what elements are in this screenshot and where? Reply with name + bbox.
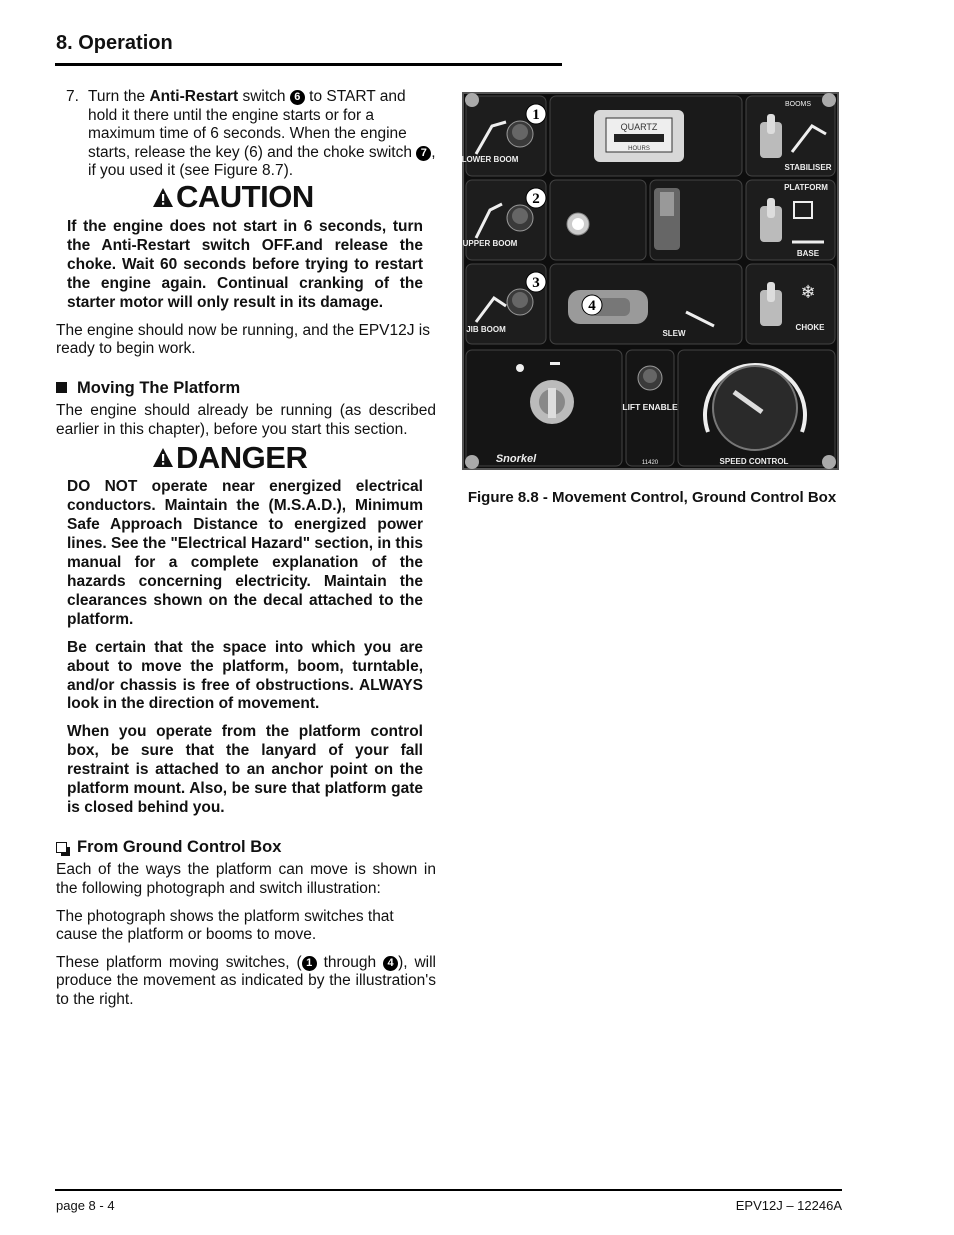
- danger-heading: DANGER: [152, 447, 436, 468]
- ground-text-1: Each of the ways the platform can move is shown in the following photograph and switch illustration:: [56, 861, 436, 898]
- ground-text-2: The photograph shows the platform switches that cause the platform or booms to move.: [56, 907, 394, 944]
- ground-heading: From Ground Control Box: [56, 838, 436, 857]
- footer-rule: [55, 1189, 842, 1191]
- choke-label: CHOKE: [795, 323, 825, 332]
- danger-text-2: Be certain that the space into which you are about to move the platform, boom, turntable, and/or chassis is free of obstructions. ALWAYS look in the direction of movement.: [67, 638, 423, 713]
- checkbox-bullet-icon: [56, 842, 67, 853]
- lower-boom-label: LOWER BOOM: [462, 155, 519, 164]
- callout-2: 2: [532, 191, 540, 207]
- lift-enable-label: LIFT ENABLE: [622, 402, 678, 412]
- base-label: BASE: [796, 249, 820, 258]
- page-number: page 8 - 4: [56, 1198, 115, 1213]
- platform-label: PLATFORM: [784, 183, 828, 192]
- figure-caption: Figure 8.8 - Movement Control, Ground Control Box: [467, 489, 837, 506]
- warning-triangle-icon: [152, 187, 174, 208]
- brand-label: Snorkel: [495, 453, 537, 465]
- booms-label: BOOMS: [784, 101, 812, 108]
- quartz-label: QUARTZ: [620, 122, 658, 132]
- step-number: 7.: [66, 88, 79, 105]
- left-column: [56, 88, 436, 1010]
- ref-4-badge: 4: [383, 956, 398, 971]
- jib-boom-label: JIB BOOM: [466, 325, 506, 334]
- callout-3: 3: [532, 275, 540, 291]
- code-label: 11420: [641, 460, 659, 466]
- moving-text: The engine should already be running (as described earlier in this chapter), before you start this section.: [56, 402, 436, 438]
- callout-4: 4: [588, 298, 596, 314]
- ref-7-badge: 7: [416, 146, 431, 161]
- svg-text:❄: ❄: [800, 282, 816, 303]
- speed-control-label: SPEED CONTROL: [719, 457, 789, 466]
- ref-1-badge: 1: [302, 956, 317, 971]
- document-id: EPV12J – 12246A: [735, 1198, 842, 1213]
- callout-1: 1: [532, 107, 540, 123]
- header-rule: [55, 63, 562, 66]
- step-7: 7. Turn the Anti-Restart switch 6 to START and hold it there until the engine starts or for a maximum time of 6 seconds. When the engine starts, release the key (6) and the choke switch 7 , if you used it (see Figure 8.7).: [66, 88, 436, 180]
- control-box-photo: [462, 92, 839, 470]
- hours-label: HOURS: [628, 146, 650, 152]
- ground-text-3: These platform moving switches, ( 1 through 4 ), will produce the movement as indicated by the illustration's to the right.: [56, 953, 436, 1009]
- caution-text: If the engine does not start in 6 seconds, turn the Anti-Restart switch OFF.and release the choke. Wait 60 seconds before trying to restart the engine again. Continual cranking of the starter motor will only result in its damage.: [67, 217, 423, 311]
- stabiliser-label: STABILISER: [784, 163, 832, 172]
- upper-boom-label: UPPER BOOM: [462, 239, 518, 248]
- warning-triangle-icon: [152, 447, 174, 468]
- moving-heading: Moving The Platform: [56, 379, 436, 398]
- ref-6-badge: 6: [290, 90, 305, 105]
- section-title: 8. Operation: [56, 32, 173, 54]
- square-bullet-icon: [56, 382, 67, 393]
- caution-heading: CAUTION: [152, 187, 436, 208]
- running-text: The engine should now be running, and the EPV12J is ready to begin work.: [56, 321, 430, 358]
- danger-text-3: When you operate from the platform control box, be sure that the lanyard of your fall restraint is attached to an anchor point on the platform mount. Also, be sure that platform gate is closed behind you.: [67, 723, 423, 816]
- slew-label: SLEW: [662, 329, 686, 338]
- danger-text-1: DO NOT operate near energized electrical conductors. Maintain the (M.S.A.D.), Minimum Safe Approach Distance to energized power lines. See the "Electrical Hazard" section, in this manual for a complete explanation of the hazards concerning electricity. Maintain the clearances shown on the decal attached to the platform.: [67, 478, 423, 628]
